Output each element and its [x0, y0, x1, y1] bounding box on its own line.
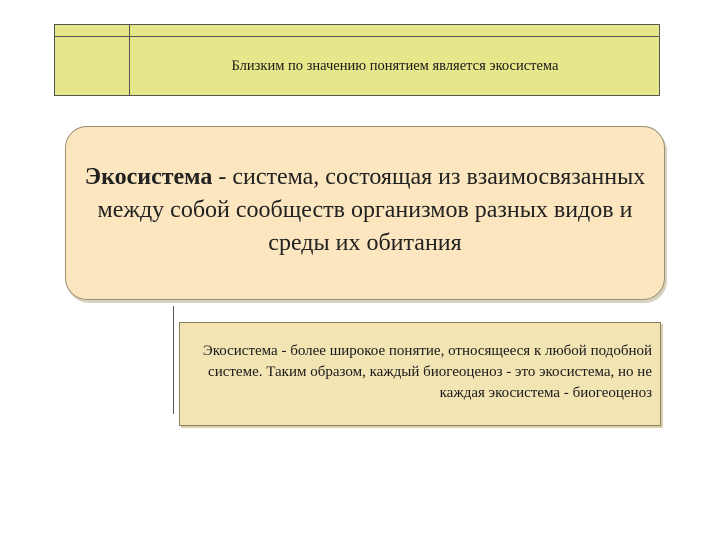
note-box [179, 322, 661, 426]
definition-text [70, 161, 660, 260]
header-box [54, 24, 660, 96]
definition-body: - система, состоящая из взаимосвязанных между собой сообществ организмов разных видов и среды их обитания [97, 163, 646, 256]
header-text: Близким по значению понятием является экосистема [231, 57, 559, 74]
note-text: Экосистема - более широкое понятие, относящееся к любой подобной системе. Таким образом, каждый биогеоценоз - это экосистема, но не каждая экосистема - биогеоценоз [202, 343, 652, 401]
definition-term: Экосистема [84, 163, 213, 190]
definition-box [65, 126, 665, 300]
connector-line [173, 306, 174, 414]
header-top-strip [130, 25, 659, 36]
